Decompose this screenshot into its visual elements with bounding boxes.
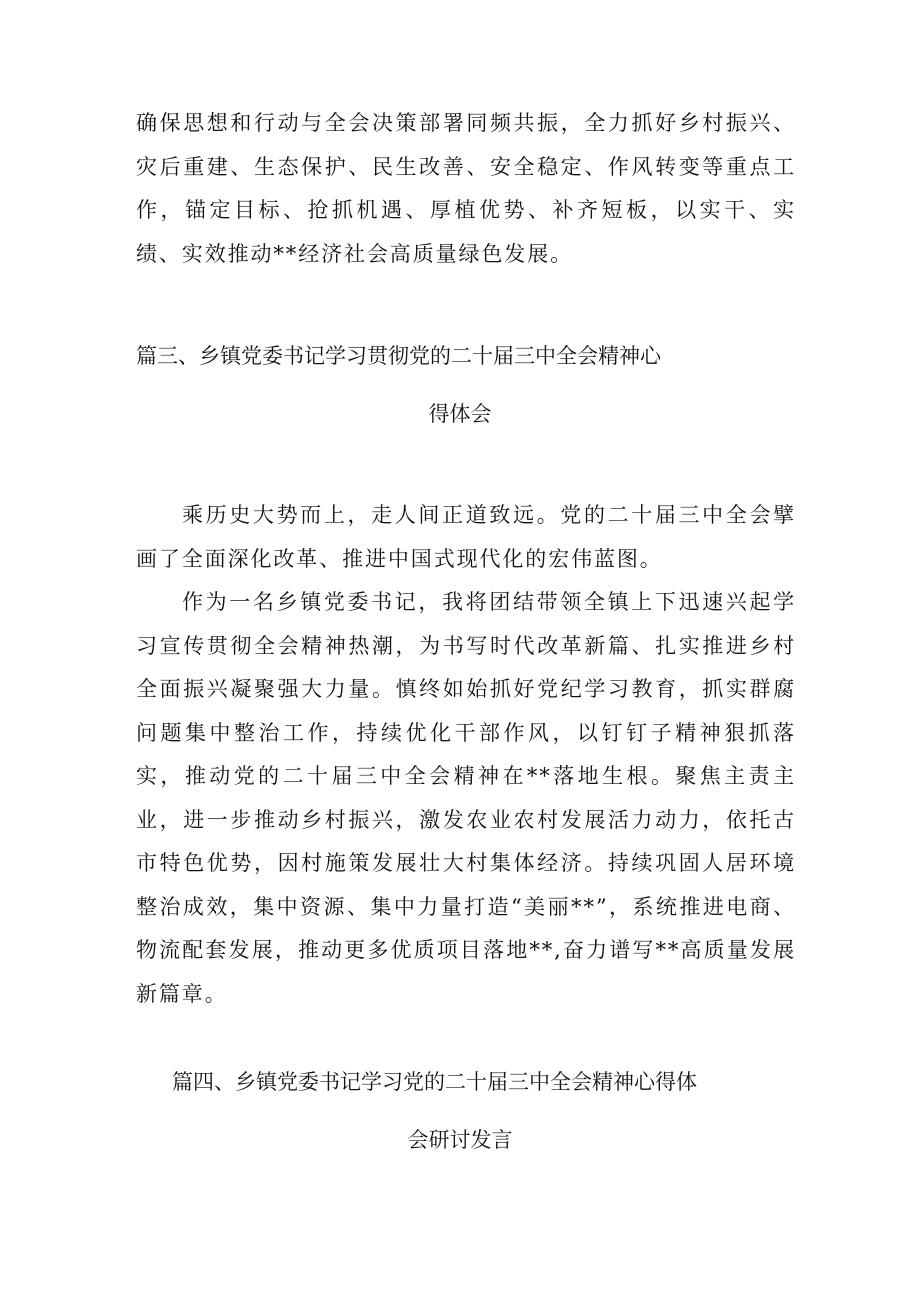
section3-paragraph-1: 乘历史大势而上，走人间正道致远。党的二十届三中全会擘画了全面深化改革、推进中国式现代化的宏伟蓝图。 xyxy=(136,503,796,571)
section3-paragraph-2: 作为一名乡镇党委书记，我将团结带领全镇上下迅速兴起学习宣传贯彻全会精神热潮，为书写时代改革新篇、扎实推进乡村全面振兴凝聚强大力量。慎终如始抓好党纪学习教育，抓实群腐问题集中整治工作，持续优化干部作风，以钉钉子精神狠抓落实，推动党的二十届三中全会精神在**落地生根。聚焦主责主业，进一步推动乡村振兴，激发农业农村发展活力动力，依托古市特色优势，因村施策发展壮大村集体经济。持续巩固人居环境整治成效，集中资源、集中力量打造“美丽**”，系统推进电商、物流配套发展，推动更多优质项目落地**,奋力谱写**高质量发展新篇章。 xyxy=(136,590,796,1006)
section4-heading xyxy=(0,1053,920,1169)
section4-heading-line1: 篇四、乡镇党委书记学习党的二十届三中全会精神心得体 xyxy=(172,1070,697,1094)
section4-heading-line2: 会研讨发言 xyxy=(407,1128,513,1152)
section3-heading xyxy=(0,327,920,443)
section3-heading-line2: 得体会 xyxy=(428,402,492,426)
continuation-paragraph: 确保思想和行动与全会决策部署同频共振，全力抓好乡村振兴、灾后重建、生态保护、民生改善、安全稳定、作风转变等重点工作，锚定目标、抢抓机遇、厚植优势、补齐短板，以实干、实绩、实效推动**经济社会高质量绿色发展。 xyxy=(136,111,796,266)
section3-heading-line1: 篇三、乡镇党委书记学习贯彻党的二十届三中全会精神心 xyxy=(136,344,661,368)
